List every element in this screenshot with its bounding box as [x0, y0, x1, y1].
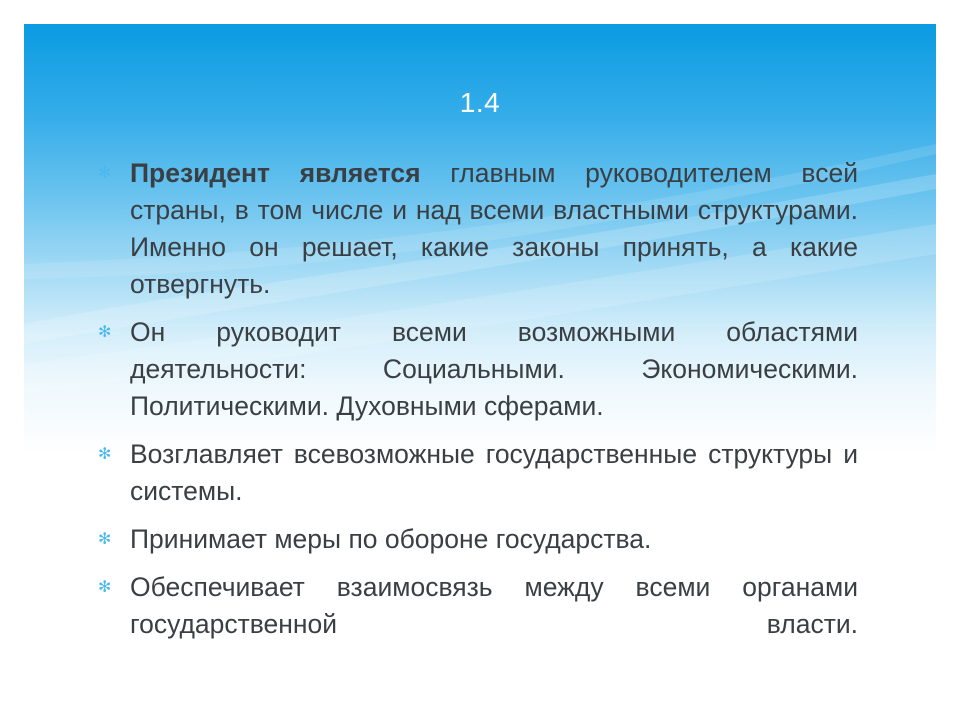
- asterisk-bullet-icon: ✻: [98, 531, 112, 548]
- bold-lead: Президент является: [130, 158, 421, 188]
- list-item: [98, 569, 858, 643]
- list-item: [98, 155, 858, 303]
- list-item-text: Обеспечивает взаимосвязь между всеми органами государственной власти.: [130, 572, 858, 639]
- slide: [24, 24, 936, 696]
- slide-title: 1.4: [459, 87, 501, 118]
- list-item-text: главным руководителем всей страны, в том числе и над всеми властными структурами. Именно он решает, какие законы принять, а какие отвергнуть.: [130, 158, 859, 299]
- asterisk-bullet-icon: ✻: [98, 165, 112, 182]
- asterisk-bullet-icon: ✻: [98, 446, 112, 463]
- list-item-text: Принимает меры по обороне государства.: [130, 524, 652, 554]
- asterisk-bullet-icon: ✻: [98, 579, 112, 596]
- list-item: [98, 521, 858, 558]
- list-item: [98, 314, 858, 425]
- bullet-list: [98, 155, 858, 654]
- list-item: [98, 436, 858, 510]
- asterisk-bullet-icon: ✻: [98, 324, 112, 341]
- list-item-text: Возглавляет всевозможные государственные структуры и системы.: [130, 439, 858, 506]
- list-item-text: Он руководит всеми возможными областями деятельности: Социальными. Экономическими. Политическими. Духовными сферами.: [130, 317, 858, 421]
